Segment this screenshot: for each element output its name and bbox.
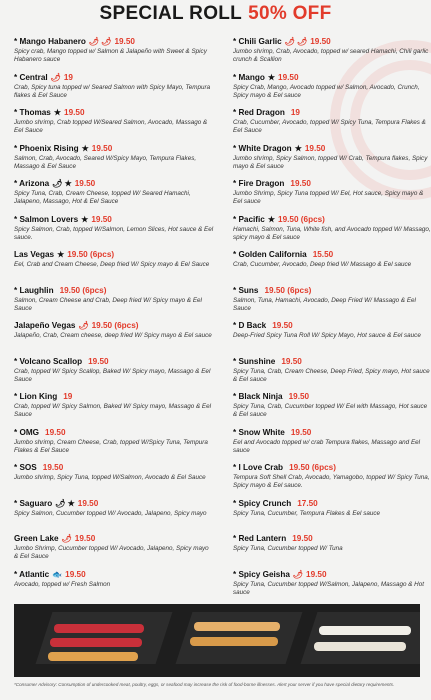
menu-item-header — [233, 320, 431, 331]
menu-item — [14, 391, 214, 427]
menu-item-name: * Arizona — [14, 179, 50, 188]
menu-item — [14, 356, 214, 392]
menu-item-name: Las Vegas — [14, 250, 55, 259]
menu-item-header — [233, 178, 431, 189]
menu-item — [233, 285, 431, 321]
menu-item-price: 19 — [63, 72, 73, 82]
menu-item-header — [233, 462, 431, 473]
menu-item-name: Jalapeño Vegas — [14, 321, 76, 330]
menu-item-description: Spicy Crab, Mango, Avocado topped w/ Salmon, Avocado, Crunch, Spicy mayo & Eel sauce — [233, 83, 420, 99]
menu-item-icons: 🌶 ★ — [55, 498, 75, 508]
menu-item-description: Jumbo shrimp, Crab, Avocado, topped w/ seared Hamachi, Chili garlic crunch & Scallion — [233, 48, 429, 64]
menu-item-description: Crab, Cucumber, Avocado, topped W/ Spicy Tuna, Tempura Flakes & Eel Sauce — [233, 119, 426, 135]
menu-item-icons: 🌶 🌶 — [284, 37, 308, 46]
menu-item-price: 19.50 (6pcs) — [91, 321, 139, 330]
menu-item-price: 19.50 (6pcs) — [59, 285, 107, 295]
menu-column-right — [233, 36, 431, 604]
menu-item-description: Salmon, Cream Cheese and Crab, Deep fried W/ Spicy mayo & Eel Sauce — [14, 296, 202, 312]
menu-item-price: 19.50 — [304, 143, 326, 153]
menu-item-price: 19.50 — [278, 72, 299, 82]
menu-item-description: Eel, Crab and Cream Cheese, Deep fried W/ Spicy mayo & Eel Sauce — [14, 261, 210, 268]
menu-item-price: 19 — [63, 392, 73, 401]
menu-item — [233, 72, 431, 108]
menu-item — [14, 498, 214, 534]
menu-item-header — [233, 533, 431, 544]
menu-item-header — [14, 249, 214, 260]
menu-item-name: * I Love Crab — [233, 463, 284, 472]
menu-item-price: 19.50 (6pcs) — [289, 463, 336, 472]
menu-item-name: * Volcano Scallop — [14, 356, 83, 366]
menu-item — [14, 36, 214, 72]
menu-item-price: 19.50 — [310, 37, 331, 46]
menu-item-header — [14, 391, 214, 402]
menu-item-price: 19.50 — [292, 534, 313, 543]
menu-item-price: 19.50 — [272, 321, 293, 330]
menu-item — [233, 569, 431, 605]
menu-item-header — [14, 569, 214, 580]
menu-item-name: * Snow White — [233, 427, 285, 437]
menu-item-name: * Central — [14, 72, 48, 82]
menu-item — [233, 391, 431, 427]
menu-item-icons: ★ — [53, 108, 62, 117]
menu-item-header — [14, 214, 214, 225]
menu-item-name: * Mango — [233, 72, 265, 82]
menu-item-description: Jumbo shrimp, Crab topped W/Seared Salmon, Avocado, Massago & Eel Sauce — [14, 119, 208, 135]
title-discount: 50% OFF — [248, 3, 332, 24]
menu-item — [14, 285, 214, 321]
menu-item-name: * Spicy Geisha — [233, 569, 290, 579]
menu-item-header — [14, 178, 214, 189]
menu-item-price: 19.50 — [306, 569, 327, 579]
menu-item-icons: ★ — [267, 214, 276, 224]
menu-item-description: Spicy Tuna, Crab, Cucumber topped W/ Eel with Massago, Hot sauce & Eel sauce — [233, 403, 428, 419]
menu-item-description: Crab, topped W/ Spicy Scallop, Baked W/ Spicy mayo, Massago & Eel Sauce — [14, 367, 211, 383]
menu-item-name: Green Lake — [14, 534, 59, 543]
menu-item-name: * Salmon Lovers — [14, 214, 79, 224]
menu-item-name: * D Back — [233, 321, 267, 330]
menu-item-name: * Saguaro — [14, 498, 53, 508]
menu-item-header — [14, 36, 214, 47]
menu-item-price: 17.50 — [297, 498, 318, 508]
menu-item-header — [233, 249, 431, 260]
menu-item-price: 19.50 — [77, 498, 99, 508]
menu-item — [233, 107, 431, 143]
menu-item-header — [233, 391, 431, 402]
menu-item-icons: ★ — [294, 143, 302, 153]
menu-item-price: 19.50 (6pcs) — [264, 285, 312, 295]
menu-item — [14, 320, 214, 356]
menu-item-price: 19.50 (6pcs) — [278, 214, 325, 224]
menu-item-description: Jumbo shrimp, Spicy Tuna, topped W/Salmon, Avocado & Eel Sauce — [14, 474, 206, 481]
menu-item-description: Jalapeño, Crab, Cream cheese, deep fried W/ Spicy mayo & Eel sauce — [14, 332, 212, 339]
menu-item-name: * Phoenix Rising — [14, 143, 79, 153]
menu-item-icons: ★ — [57, 250, 65, 259]
menu-item — [233, 498, 431, 534]
menu-item-price: 19 — [290, 108, 300, 117]
menu-item — [14, 178, 214, 214]
menu-item-name: * SOS — [14, 463, 37, 472]
menu-item-name: * Mango Habanero — [14, 37, 86, 46]
menu-item-header — [233, 143, 431, 154]
menu-item-name: * Sunshine — [233, 356, 276, 366]
menu-item — [14, 249, 214, 285]
menu-item-description: Spicy Salmon, Cucumber topped W/ Avocado, Jalapeno, Spicy mayo — [14, 509, 207, 517]
menu-item-price: 19.50 — [91, 214, 112, 224]
menu-item-description: Spicy Tuna, Crab, Cream Cheese, Deep Fried, Spicy mayo, Hot sauce & Eel sauce — [233, 367, 430, 383]
menu-item-name: * Suns — [233, 285, 259, 295]
menu-item-header — [233, 569, 431, 580]
menu-item-header — [14, 285, 214, 296]
menu-item-description: Spicy Salmon, Crab, topped W/Salmon, Lemon Slices, Hot sauce & Eel sauce. — [14, 225, 214, 241]
menu-item-icons: 🌶 — [50, 72, 61, 82]
menu-item-icons: 🌶 — [78, 321, 89, 330]
menu-item-name: * Red Lantern — [233, 534, 287, 543]
menu-item — [233, 36, 431, 72]
menu-item-price: 19.50 — [74, 179, 96, 188]
menu-item-description: Jumbo shrimp, Spicy Salmon, topped W/ Crab, Tempura flakes, Spicy mayo & Eel sauce — [233, 154, 428, 170]
menu-item-header — [14, 107, 214, 118]
menu-item-description: Spicy Tuna, Crab, Cream Cheese, topped W/ Seared Hamachi, Jalapeno, Massago, Hot & Eel Sauce — [14, 190, 191, 206]
menu-item-header — [233, 36, 431, 47]
menu-item-name: * Thomas — [14, 108, 51, 117]
menu-item — [14, 533, 214, 569]
consumer-advisory: *Consumer Advisory: Consumption of undercooked meat, poultry, eggs, or seafood may increase the risk of food-borne illnesses. Alert your server if you have special dietary requirements. — [14, 682, 395, 687]
menu-item — [233, 143, 431, 179]
menu-item-header — [14, 462, 214, 473]
menu-item-price: 19.50 — [91, 143, 113, 153]
menu-item-name: * Pacific — [233, 214, 265, 224]
menu-item-description: Deep-Fried Spicy Tuna Roll W/ Spicy Mayo, Hot sauce & Eel sauce — [233, 332, 421, 339]
menu-item-price: 19.50 — [88, 356, 109, 366]
menu-item-price: 19.50 — [114, 37, 135, 46]
menu-item-name: * Atlantic — [14, 569, 50, 579]
menu-item-name: * Lion King — [14, 392, 58, 401]
menu-item-name: * OMG — [14, 427, 40, 437]
menu-item-name: * Spicy Crunch — [233, 498, 292, 508]
menu-item-price: 19.50 — [288, 392, 310, 401]
menu-item-price: 19.50 — [64, 108, 85, 117]
menu-item-description: Hamachi, Salmon, Tuna, White fish, and Avocado topped W/ Massago, spicy mayo & Eel sauce — [233, 225, 431, 241]
menu-item-description: Spicy Tuna, Cucumber, Tempura Flakes & Eel sauce — [233, 509, 380, 517]
menu-item-name: * Laughlin — [14, 285, 54, 295]
sushi-photo — [14, 604, 420, 677]
menu-item — [14, 214, 214, 250]
menu-item-header — [233, 498, 431, 509]
menu-item — [233, 427, 431, 463]
page-title — [0, 3, 431, 25]
menu-item-description: Spicy crab, Mango topped w/ Salmon & Jalapeño with Sweet & Spicy Habanero sauce — [14, 48, 207, 64]
menu-item-header — [14, 143, 214, 154]
menu-item-header — [14, 533, 214, 544]
menu-item-name: * Fire Dragon — [233, 179, 285, 188]
menu-item-description: Avocado, topped w/ Fresh Salmon — [14, 580, 111, 588]
menu-item-price: 19.50 — [42, 463, 64, 472]
menu-item-price: 19.50 — [281, 356, 302, 366]
menu-item-description: Spicy Tuna, Cucumber topped W/ Tuna — [233, 545, 343, 552]
menu-item-name: * Golden California — [233, 250, 307, 259]
menu-item-header — [14, 72, 214, 83]
menu-item — [14, 143, 214, 179]
menu-item-name: * Chili Garlic — [233, 37, 282, 46]
menu-item-price: 19.50 — [45, 427, 66, 437]
menu-item-icons: ★ — [267, 72, 276, 82]
menu-item-description: Spicy Tuna, Cucumber topped W/Salmon, Jalapeno, Massago & Hot sauce — [233, 580, 424, 596]
menu-column-left — [14, 36, 214, 604]
menu-item — [233, 214, 431, 250]
menu-item-header — [14, 498, 214, 509]
title-main: SPECIAL ROLL — [99, 3, 243, 24]
menu-item-header — [233, 356, 431, 367]
menu-item-header — [233, 427, 431, 438]
menu-item-header — [233, 285, 431, 296]
menu-item-description: Jumbo Shrimp, Spicy Tuna topped W/ Eel, Hot sauce, Spicy mayo & Eel sauce — [233, 190, 424, 206]
menu-item-description: Tempura Soft Shell Crab, Avocado, Yamagobo, topped W/ Spicy Tuna, Spicy mayo & Eel sauce. — [233, 474, 430, 490]
menu-item — [14, 107, 214, 143]
menu-item — [14, 72, 214, 108]
menu-item-header — [14, 356, 214, 367]
menu-item — [233, 249, 431, 285]
menu-item-description: Crab, Spicy tuna topped w/ Seared Salmon with Spicy Mayo, Tempura flakes & Eel Sauce — [14, 83, 211, 99]
menu-item-description: Jumbo shrimp, Cream Cheese, Crab, topped W/Spicy Tuna, Tempura Flakes & Eel Sauce — [14, 438, 208, 454]
menu-item-icons: 🐟 — [52, 569, 63, 579]
menu-item — [233, 356, 431, 392]
menu-item — [233, 178, 431, 214]
menu-item — [233, 533, 431, 569]
menu-item-price: 19.50 — [65, 569, 86, 579]
menu-item-description: Crab, Cucumber, Avocado, Deep fried W/ Massago & Eel sauce — [233, 261, 412, 268]
menu-item-header — [233, 214, 431, 225]
menu-item — [233, 320, 431, 356]
menu-item-icons: 🌶 — [292, 569, 304, 579]
menu-item-header — [14, 320, 214, 331]
menu-item — [14, 462, 214, 498]
menu-item — [14, 427, 214, 463]
menu-item-price: 19.50 — [74, 534, 96, 543]
menu-item-header — [233, 107, 431, 118]
menu-item-name: * White Dragon — [233, 143, 292, 153]
menu-item-icons: ★ — [81, 143, 89, 153]
menu-item-icons: 🌶 — [61, 534, 72, 543]
menu-item-name: * Black Ninja — [233, 392, 283, 401]
menu-item-price: 15.50 — [312, 250, 334, 259]
menu-item-icons: ★ — [81, 214, 89, 224]
menu-item — [233, 462, 431, 498]
menu-item-icons: 🌶 🌶 — [88, 37, 112, 46]
menu-item-description: Salmon, Crab, Avocado, Seared W/Spicy Mayo, Tempura Flakes, Massago & Eel Sauce — [14, 154, 197, 170]
menu-item-header — [233, 72, 431, 83]
menu-item-icons: 🌶 ★ — [52, 179, 72, 188]
menu-item-price: 19.50 — [290, 427, 312, 437]
menu-item-price: 19.50 — [290, 179, 311, 188]
menu-item-description: Salmon, Tuna, Hamachi, Avocado, Deep Fried W/ Massago & Eel Sauce — [233, 296, 416, 312]
menu-item-description: Crab, topped W/ Spicy Salmon, Baked W/ Spicy mayo, Massago & Eel Sauce — [14, 403, 212, 419]
menu-item-description: Eel and Avocado topped w/ crab Tempura flakes, Massago and Eel sauce — [233, 438, 421, 454]
menu-item-name: * Red Dragon — [233, 108, 285, 117]
menu-item-description: Jumbo Shrimp, Cucumber topped W/ Avocado, Jalapeno, Spicy mayo & Eel Sauce — [14, 545, 209, 561]
menu-item — [14, 569, 214, 605]
menu-item-price: 19.50 (6pcs) — [67, 250, 115, 259]
menu-item-header — [14, 427, 214, 438]
